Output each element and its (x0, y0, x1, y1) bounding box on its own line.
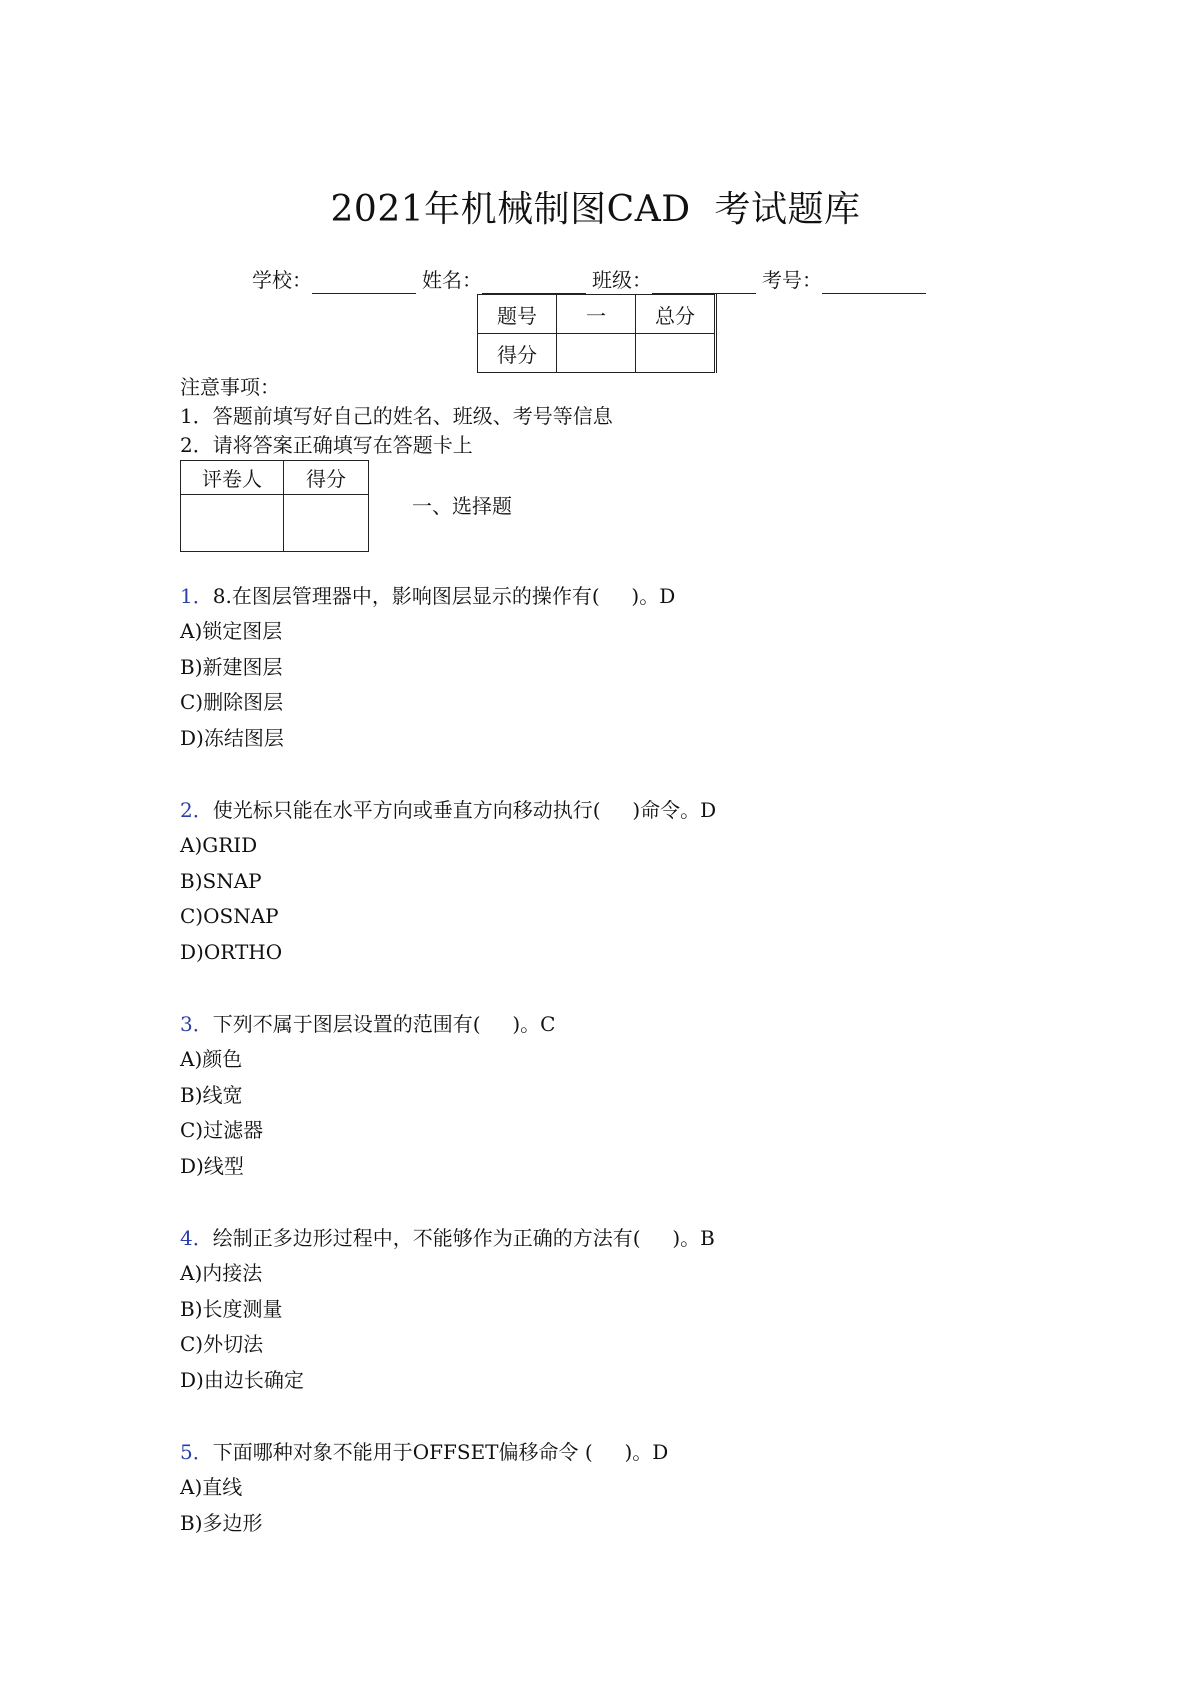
score-row-label: 得分 (478, 334, 557, 373)
option-a: A)颜色 (180, 1047, 243, 1071)
question-4 (180, 1220, 716, 1434)
option-c: C)删除图层 (180, 690, 284, 714)
option-c: C)过滤器 (180, 1118, 264, 1142)
question-text: 下面哪种对象不能用于OFFSET偏移命令 ( )。D (212, 1440, 669, 1464)
grader-table (180, 460, 369, 552)
notes-item-1: 1．答题前填写好自己的姓名、班级、考号等信息 (180, 404, 613, 428)
option-a: A)直线 (180, 1475, 243, 1499)
question-3 (180, 1006, 716, 1220)
option-b: B)新建图层 (180, 654, 283, 679)
question-5 (180, 1434, 716, 1648)
question-text: 下列不属于图层设置的范围有( )。C (212, 1012, 556, 1036)
question-number: 2． (180, 798, 213, 822)
notes (180, 373, 613, 460)
score-table-header-row (478, 295, 716, 334)
option-d: D)线型 (180, 1153, 244, 1178)
class-blank[interactable] (652, 271, 756, 294)
option-b: B)长度测量 (180, 1296, 283, 1321)
option-a: A)锁定图层 (180, 619, 283, 643)
question-number: 5． (180, 1440, 213, 1464)
grader-table-header-row (181, 461, 369, 495)
notes-item-2: 2．请将答案正确填写在答题卡上 (180, 433, 473, 457)
school-label: 学校： (252, 268, 312, 292)
option-d: D)ORTHO (180, 939, 283, 964)
question-stem (180, 1434, 716, 1470)
score-header-total: 总分 (636, 295, 716, 334)
question-list (180, 578, 716, 1648)
question-text: 8.在图层管理器中，影响图层显示的操作有( )。D (212, 584, 676, 608)
question-text: 使光标只能在水平方向或垂直方向移动执行( )命令。D (212, 798, 717, 822)
option-d: D)由边长确定 (180, 1367, 304, 1392)
grader-header-score: 得分 (284, 461, 369, 495)
option-b: B)线宽 (180, 1082, 243, 1107)
notes-heading: 注意事项： (180, 375, 280, 399)
option-b: B)多边形 (180, 1510, 263, 1535)
score-header-section-1: 一 (557, 295, 636, 334)
question-number: 3． (180, 1012, 213, 1036)
exam-number-label: 考号： (762, 268, 822, 292)
question-stem (180, 1006, 716, 1042)
student-info-line (252, 266, 932, 294)
grader-table-body-row (181, 495, 369, 552)
grader-cell-score (284, 495, 369, 552)
question-stem (180, 578, 716, 614)
question-stem (180, 1220, 716, 1256)
score-table (477, 294, 717, 373)
class-label: 班级： (592, 268, 652, 292)
question-number: 1． (180, 584, 213, 608)
exam-number-blank[interactable] (822, 271, 926, 294)
option-c: C)外切法 (180, 1332, 264, 1356)
name-blank[interactable] (482, 271, 586, 294)
question-stem (180, 792, 716, 828)
score-cell-section-1 (557, 334, 636, 373)
option-b: B)SNAP (180, 868, 262, 893)
grader-header-grader: 评卷人 (181, 461, 284, 495)
option-d: D)冻结图层 (180, 725, 284, 750)
question-1 (180, 578, 716, 792)
option-a: A)GRID (180, 833, 258, 857)
section-heading: 一、选择题 (412, 494, 512, 518)
question-number: 4． (180, 1226, 213, 1250)
question-2 (180, 792, 716, 1006)
page-title: 2021年机械制图CAD 考试题库 (330, 189, 861, 230)
question-text: 绘制正多边形过程中，不能够作为正确的方法有( )。B (212, 1226, 715, 1250)
name-label: 姓名： (422, 268, 482, 292)
score-header-question-no: 题号 (478, 295, 557, 334)
grader-cell-grader (181, 495, 284, 552)
option-c: C)OSNAP (180, 904, 279, 928)
option-a: A)内接法 (180, 1261, 263, 1285)
score-cell-total (636, 334, 716, 373)
score-table-score-row (478, 334, 716, 373)
school-blank[interactable] (312, 271, 416, 294)
